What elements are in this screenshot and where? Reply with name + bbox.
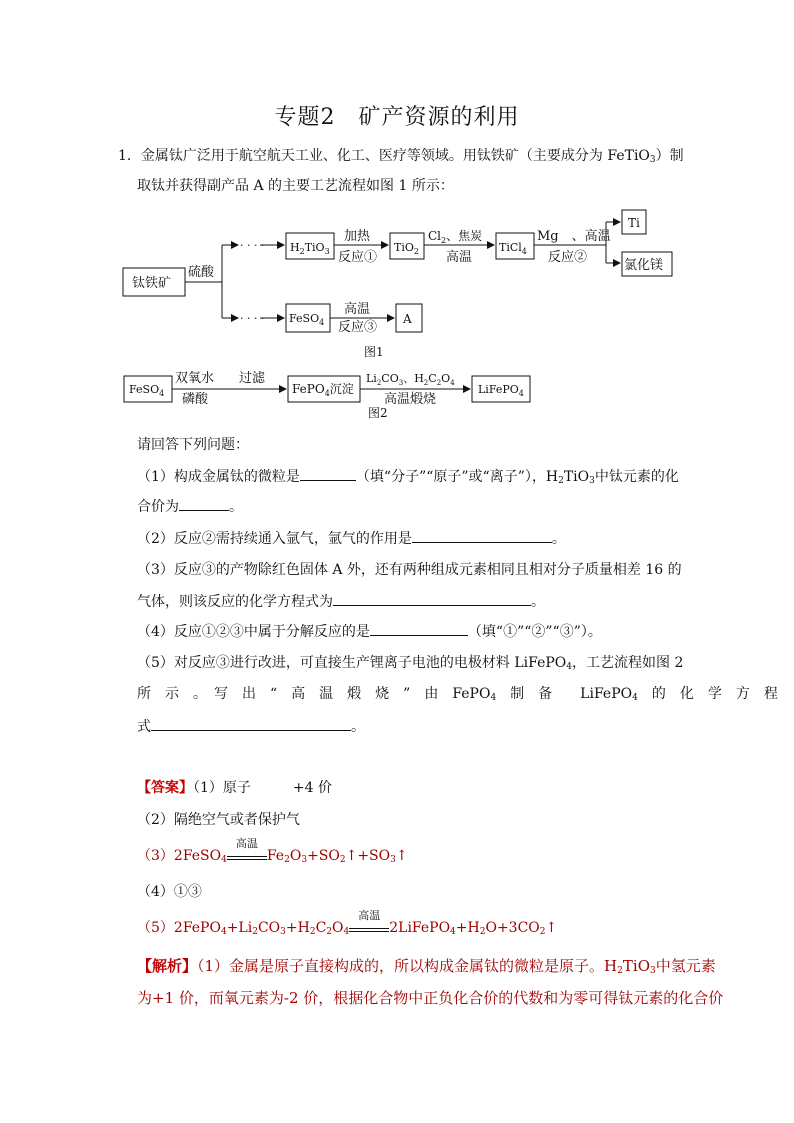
- flow-diagram-figure2: [118, 364, 558, 424]
- mg-high-temp-label: Mg 、高温: [537, 229, 611, 244]
- ticl4-label: TiCl$_4$: [499, 241, 527, 256]
- flow-diagram-figure1: [110, 200, 690, 360]
- answer-blank-4[interactable]: [370, 621, 468, 636]
- dots-lower: · · · ·: [240, 312, 265, 325]
- h2tio3-label: $H_2TiO_3$: [290, 241, 330, 256]
- question-5-line2: 所 示 。 写 出 “ 高 温 煅 烧 ” 由 FePO$_4$ 制 备 LiFePO$_4$ 的 化 学 方 程: [137, 686, 778, 703]
- answer-blank-5[interactable]: [151, 716, 351, 731]
- feso4-label: FeSO$_4$: [289, 312, 325, 327]
- condition-equals-sign-2: 高温: [349, 920, 389, 932]
- ore-label: 钛铁矿: [132, 276, 172, 291]
- question-intro: 请回答下列问题：: [137, 437, 249, 453]
- question-5-line3: 式 。: [137, 716, 365, 737]
- calcine-label: 高温煅烧: [384, 392, 437, 407]
- question-5-line1: （5）对反应③进行改进，可直接生产锂离子电池的电极材料 LiFePO$_4$，工艺流程如图 2: [137, 655, 684, 672]
- condition-equals-sign: 高温: [227, 848, 267, 860]
- question-4: （4）反应①②③中属于分解反应的是 （填“①”“②”“③”）。: [137, 621, 602, 642]
- figure2-caption: 图2: [368, 406, 388, 420]
- filter-label: 过滤: [239, 371, 266, 386]
- feso4-label-fig2: FeSO$_4$: [129, 383, 165, 398]
- dots-upper: · · · ·: [240, 239, 265, 252]
- question-3-line2: 气体，则该反应的化学方程式为 。: [137, 591, 545, 612]
- analysis-line2: 为+1 价，而氧元素为-2 价，根据化合物中正负化合价的代数和为零可得钛元素的化合价: [137, 989, 724, 1007]
- analysis-line1: 【解析】（1）金属是原子直接构成的，所以构成金属钛的微粒是原子。$H_2TiO_3$中氢元素: [137, 957, 716, 976]
- answer-blank-1a[interactable]: [300, 466, 356, 481]
- reaction2-label: 反应②: [548, 250, 588, 265]
- tio2-label: TiO$_2$: [394, 241, 419, 256]
- answer-2: （2）隔绝空气或者保护气: [137, 812, 300, 828]
- h2o2-label: 双氧水: [175, 371, 215, 386]
- high-temp-label-2: 高温: [344, 302, 371, 317]
- reaction1-label: 反应①: [338, 250, 378, 265]
- heat-label: 加热: [344, 229, 371, 244]
- page-title: 专题2 矿产资源的利用: [274, 105, 520, 130]
- answer-blank-2[interactable]: [412, 528, 552, 543]
- question-1-line2: 合价为 。: [137, 496, 243, 517]
- cl2-coke-label: $Cl_2$、焦炭: [428, 229, 483, 245]
- question-number: 1．: [118, 148, 141, 164]
- analysis-key-label: 【解析】: [137, 957, 198, 975]
- answer-blank-1b[interactable]: [179, 496, 229, 511]
- fepo4-label: FePO$_4$沉淀: [292, 382, 354, 398]
- reagents-label: $Li_2CO_3$、$H_2C_2O_4$: [366, 372, 455, 387]
- question-1-line1: （1）构成金属钛的微粒是 （填“分子”“原子”或“离子”），$H_2TiO_3$中钛元素的化: [137, 466, 679, 491]
- question-stem-line2: 取钛并获得副产品 A 的主要工艺流程如图 1 所示：: [137, 178, 454, 194]
- question-2: （2）反应②需持续通入氩气，氩气的作用是 。: [137, 528, 566, 549]
- high-temp-label-1: 高温: [446, 250, 473, 265]
- answer-4: （4）①③: [137, 884, 202, 900]
- h3po4-label: 磷酸: [182, 392, 209, 407]
- a-label: A: [403, 312, 412, 326]
- question-stem-line1: 1．金属钛广泛用于航空航天工业、化工、医疗等领域。用钛铁矿（主要成分为 FeTiO$_3$）制: [118, 148, 684, 165]
- answer-blank-3[interactable]: [333, 591, 531, 606]
- answer-3: （3）2FeSO$_4$ 高温 $Fe_2O_3+SO_2↑+SO_3↑$: [137, 837, 408, 865]
- answer-5: $(5)2FePO_4+Li_2CO_3+H_2C_2O_4$ 高温 $2LiFePO_4+H_2O+3CO_2↑$: [137, 909, 558, 937]
- question-3-line1: （3）反应③的产物除红色固体 A 外，还有两种组成元素相同且相对分子质量相差 16 的: [137, 562, 682, 578]
- answer-1: 【答案】（1）原子 +4 价: [137, 780, 332, 796]
- figure1-caption: 图1: [364, 345, 384, 359]
- ti-label: Ti: [628, 216, 640, 230]
- acid-label: 硫酸: [188, 265, 215, 280]
- lifepo4-label: LiFePO$_4$: [478, 383, 524, 398]
- answer-key-label: 【答案】: [137, 780, 193, 796]
- reaction3-label: 反应③: [338, 320, 378, 335]
- mgcl2-label: 氯化镁: [624, 258, 664, 273]
